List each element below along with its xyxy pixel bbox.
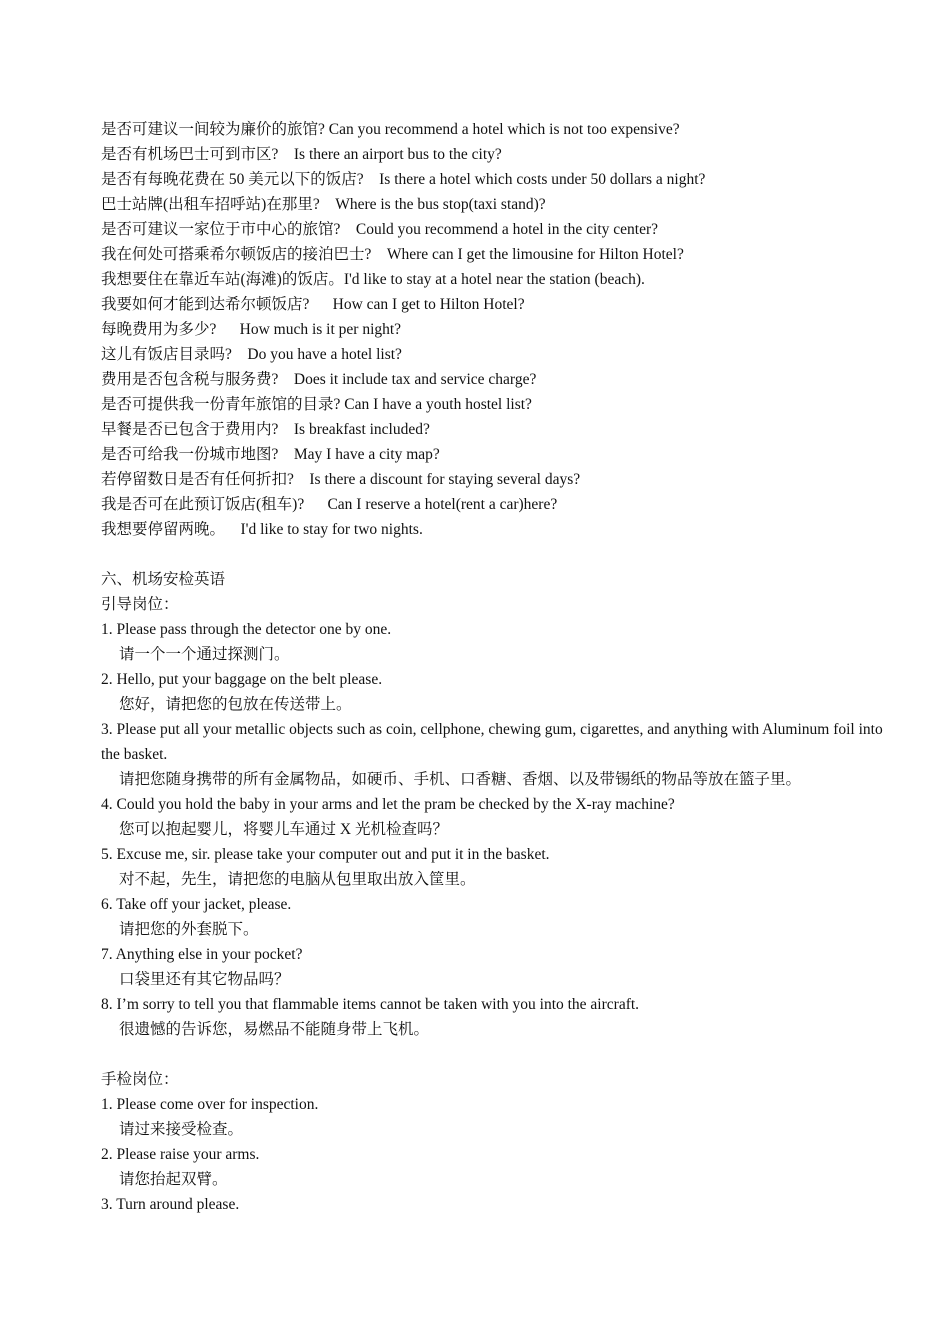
phrase-line: 费用是否包含税与服务费? Does it include tax and service charge? (101, 371, 537, 388)
phrase-line: 若停留数日是否有任何折扣? Is there a discount for staying several days? (101, 471, 581, 488)
guide-item-en: 6. Take off your jacket, please. (101, 896, 292, 913)
guide-item-zh: 您好，请把您的包放在传送带上。 (119, 696, 352, 713)
guide-item-list (101, 617, 901, 1042)
phrase-line: 早餐是否已包含于费用内? Is breakfast included? (101, 421, 430, 438)
document-page (101, 117, 901, 1217)
phrase-line: 是否可提供我一份青年旅馆的目录? Can I have a youth hostel list? (101, 396, 532, 413)
hand-item-en: 3. Turn around please. (101, 1196, 240, 1213)
phrase-line: 我要如何才能到达希尔顿饭店? How can I get to Hilton Hotel? (101, 296, 525, 313)
phrase-line: 每晚费用为多少? How much is it per night? (101, 321, 402, 338)
phrase-line: 我想要停留两晚。 I'd like to stay for two nights. (101, 521, 423, 538)
guide-item-zh: 您可以抱起婴儿，将婴儿车通过 X 光机检查吗？ (119, 821, 448, 838)
guide-item-zh: 请把您的外套脱下。 (119, 921, 259, 938)
hand-check-item-list (101, 1092, 901, 1217)
phrase-line: 是否可建议一家位于市中心的旅馆? Could you recommend a hotel in the city center? (101, 221, 659, 238)
guide-item-zh: 很遗憾的告诉您，易燃品不能随身带上飞机。 (119, 1021, 430, 1038)
hand-item-zh: 请过来接受检查。 (119, 1121, 244, 1138)
phrase-line: 巴士站牌(出租车招呼站)在那里? Where is the bus stop(taxi stand)? (101, 196, 546, 213)
guide-heading: 引导岗位： (101, 596, 179, 613)
guide-item-en: 5. Excuse me, sir. please take your computer out and put it in the basket. (101, 846, 550, 863)
section-title: 六、机场安检英语 (101, 571, 226, 588)
guide-item-zh: 口袋里还有其它物品吗？ (119, 971, 290, 988)
phrase-line: 是否可给我一份城市地图? May I have a city map? (101, 446, 440, 463)
blank-line (101, 542, 901, 567)
phrase-line: 这儿有饭店目录吗? Do you have a hotel list? (101, 346, 402, 363)
hand-check-heading: 手检岗位： (101, 1071, 179, 1088)
hand-item-zh: 请您抬起双臂。 (119, 1171, 228, 1188)
hotel-phrase-list (101, 117, 901, 542)
guide-item-zh: 请把您随身携带的所有金属物品，如硬币、手机、口香糖、香烟、以及带锡纸的物品等放在篮子里。 (119, 771, 802, 788)
blank-line (101, 1042, 901, 1067)
guide-item-en: 8. I’m sorry to tell you that flammable items cannot be taken with you into the aircraft. (101, 996, 640, 1013)
phrase-line: 我是否可在此预订饭店(租车)? Can I reserve a hotel(rent a car)here? (101, 496, 558, 513)
guide-item-en: 1. Please pass through the detector one by one. (101, 621, 392, 638)
guide-item-zh: 对不起，先生，请把您的电脑从包里取出放入筐里。 (119, 871, 476, 888)
hand-item-en: 2. Please raise your arms. (101, 1146, 260, 1163)
hand-item-en: 1. Please come over for inspection. (101, 1096, 319, 1113)
phrase-line: 是否可建议一间较为廉价的旅馆? Can you recommend a hotel which is not too expensive? (101, 121, 680, 138)
guide-item-zh: 请一个一个通过探测门。 (119, 646, 290, 663)
phrase-line: 我想要住在靠近车站(海滩)的饭店。I'd like to stay at a hotel near the station (beach). (101, 271, 645, 288)
guide-item-en: 3. Please put all your metallic objects such as coin, cellphone, chewing gum, cigarettes, and anything with Aluminum foil into the basket. (101, 721, 883, 763)
phrase-line: 我在何处可搭乘希尔顿饭店的接泊巴士? Where can I get the limousine for Hilton Hotel? (101, 246, 684, 263)
phrase-line: 是否有机场巴士可到市区? Is there an airport bus to the city? (101, 146, 502, 163)
phrase-line: 是否有每晚花费在 50 美元以下的饭店? Is there a hotel which costs under 50 dollars a night? (101, 171, 706, 188)
guide-item-en: 2. Hello, put your baggage on the belt please. (101, 671, 383, 688)
guide-item-en: 7. Anything else in your pocket? (101, 946, 303, 963)
guide-item-en: 4. Could you hold the baby in your arms and let the pram be checked by the X-ray machine? (101, 796, 675, 813)
